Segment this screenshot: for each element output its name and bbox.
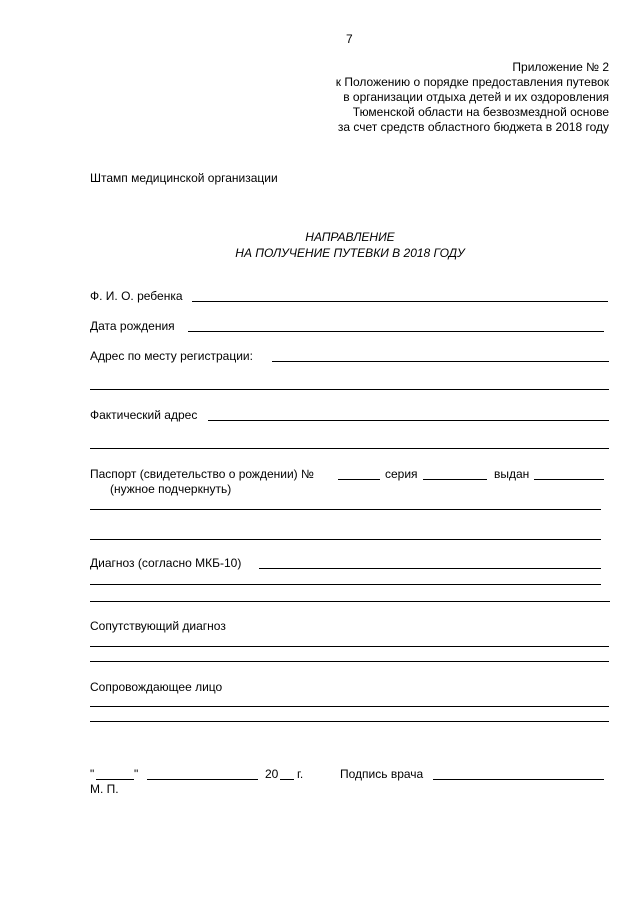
seal-label: М. П. xyxy=(90,782,119,796)
actual-address-field[interactable] xyxy=(208,420,609,421)
diagnosis-field-line-2[interactable] xyxy=(90,584,601,585)
passport-field-line-3[interactable] xyxy=(90,539,601,540)
date-month-field[interactable] xyxy=(147,779,258,780)
passport-number-field[interactable] xyxy=(338,479,380,480)
actual-address-label: Фактический адрес xyxy=(90,408,198,422)
reg-address-label: Адрес по месту регистрации: xyxy=(90,349,253,363)
appendix-line: за счет средств областного бюджета в 2018 году xyxy=(337,120,609,134)
birth-date-label: Дата рождения xyxy=(90,319,175,333)
concomitant-diagnosis-field[interactable] xyxy=(90,646,609,647)
date-quote-open: " xyxy=(90,767,95,781)
actual-address-field-line-2[interactable] xyxy=(90,448,609,449)
diagnosis-field[interactable] xyxy=(259,568,601,569)
page-number: 7 xyxy=(346,32,353,46)
appendix-line: Тюменской области на безвозмездной основе xyxy=(352,105,609,119)
child-name-label: Ф. И. О. ребенка xyxy=(90,289,183,303)
year-suffix: г. xyxy=(297,767,304,781)
birth-date-field[interactable] xyxy=(188,331,604,332)
appendix-line: к Положению о порядке предоставления путевок xyxy=(335,75,609,89)
reg-address-field[interactable] xyxy=(272,361,609,362)
appendix-line: в организации отдыха детей и их оздоровления xyxy=(343,90,609,104)
passport-field-line-2[interactable] xyxy=(90,509,601,510)
passport-note: (нужное подчеркнуть) xyxy=(110,482,232,496)
passport-label: Паспорт (свидетельство о рождении) № xyxy=(90,467,314,481)
date-quote-close: " xyxy=(134,767,139,781)
year-prefix: 20 xyxy=(265,767,279,781)
date-day-field[interactable] xyxy=(96,779,134,780)
concomitant-diagnosis-label: Сопутствующий диагноз xyxy=(90,619,226,633)
series-label: серия xyxy=(385,467,418,481)
diagnosis-field-line-3[interactable] xyxy=(90,601,610,602)
stamp-label: Штамп медицинской организации xyxy=(90,171,278,185)
passport-series-field[interactable] xyxy=(423,479,487,480)
issued-label: выдан xyxy=(494,467,530,481)
child-name-field[interactable] xyxy=(192,301,608,302)
appendix-header xyxy=(336,60,609,135)
escort-label: Сопровождающее лицо xyxy=(90,680,223,694)
appendix-line: Приложение № 2 xyxy=(512,60,609,74)
escort-field-line-2[interactable] xyxy=(90,721,609,722)
date-year-field[interactable] xyxy=(280,779,294,780)
concomitant-diagnosis-field-line-2[interactable] xyxy=(90,661,609,662)
passport-issued-field[interactable] xyxy=(534,479,604,480)
diagnosis-label: Диагноз (согласно МКБ-10) xyxy=(90,556,242,570)
escort-field[interactable] xyxy=(90,706,609,707)
reg-address-field-line-2[interactable] xyxy=(90,389,609,390)
signature-field[interactable] xyxy=(433,779,604,780)
form-title xyxy=(0,229,640,261)
title-line-2: НА ПОЛУЧЕНИЕ ПУТЕВКИ В 2018 ГОДУ xyxy=(235,246,465,260)
title-line-1: НАПРАВЛЕНИЕ xyxy=(305,230,395,244)
signature-label: Подпись врача xyxy=(340,767,424,781)
